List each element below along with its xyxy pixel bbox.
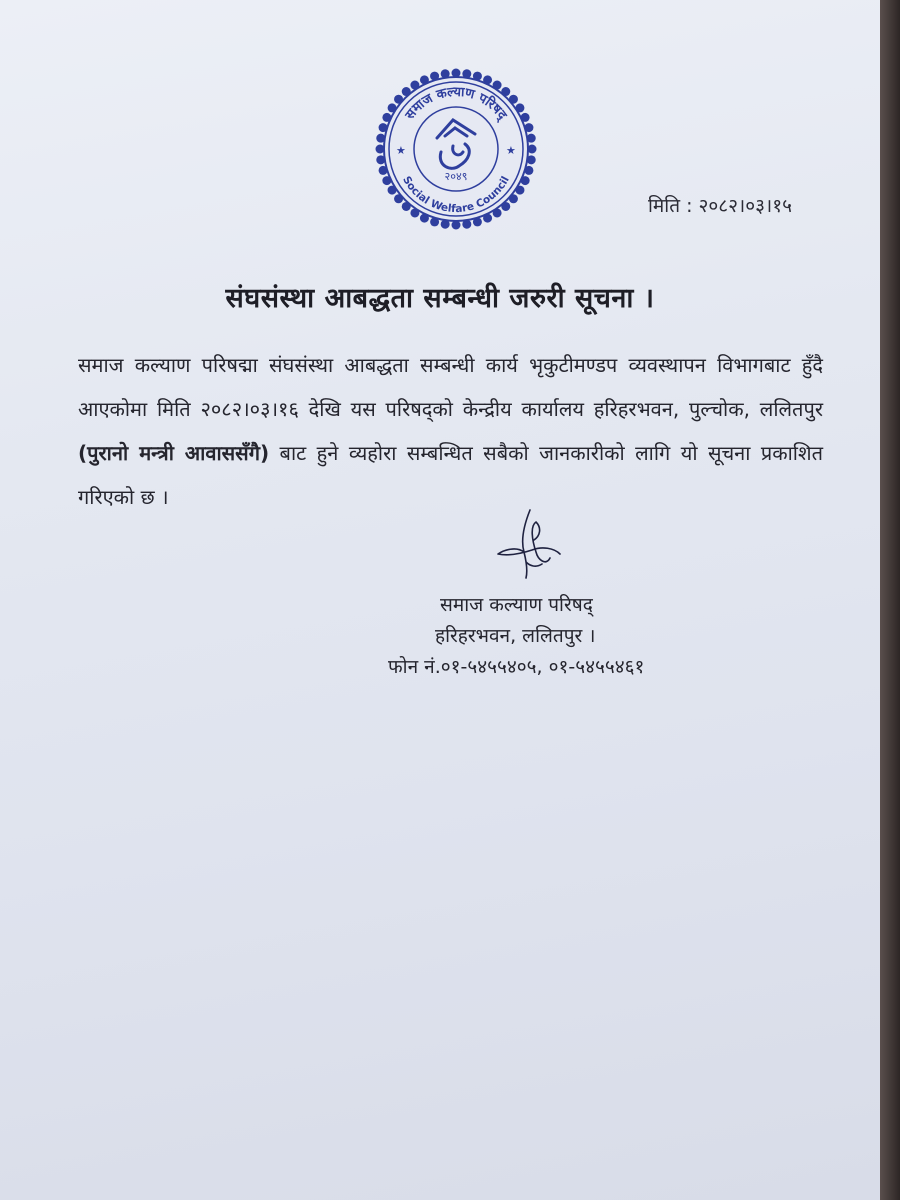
seal-star-left: ★ bbox=[396, 144, 406, 157]
notice-title: संघसंस्था आबद्धता सम्बन्धी जरुरी सूचना । bbox=[225, 283, 655, 314]
signatory-org: समाज कल्याण परिषद् bbox=[440, 594, 593, 616]
notice-body bbox=[78, 343, 823, 519]
social-welfare-council-seal bbox=[375, 68, 537, 230]
date-value: २०८२।०३।१५ bbox=[698, 195, 792, 217]
signatory-phone: फोन नं.०१-५४५५४०५, ०१-५४५५४६१ bbox=[388, 656, 645, 678]
body-part-1: समाज कल्याण परिषद्मा संघसंस्था आबद्धता सम्बन्धी कार्य भृकुटीमण्डप व्यवस्थापन विभागबाट हुँदै आएकोमा मिति २०८२।०३।१६ देखि यस परिषद्को केन्द्रीय कार्यालय हरिहरभवन, पुल्चोक, ललितपुर bbox=[78, 353, 823, 421]
signatory-block bbox=[380, 590, 710, 683]
body-bold: (पुरानो मन्त्री आवाससँगै) bbox=[78, 441, 270, 465]
seal-english-text: Social Welfare Council bbox=[400, 174, 512, 216]
date-label: मिति : bbox=[648, 195, 693, 217]
notice-date bbox=[648, 192, 792, 218]
seal-star-right: ★ bbox=[506, 144, 516, 157]
signatory-address: हरिहरभवन, ललितपुर । bbox=[435, 625, 596, 647]
seal-year: २०४९ bbox=[444, 170, 468, 183]
seal-nepali-text: समाज कल्याण परिषद् bbox=[402, 84, 510, 123]
body-part-2: बाट हुने व्यहोरा सम्बन्धित सबैको जानकारीको लागि यो सूचना प्रकाशित गरिएको छ । bbox=[78, 441, 823, 509]
handwritten-signature bbox=[490, 500, 570, 590]
background-edge bbox=[880, 0, 900, 1200]
